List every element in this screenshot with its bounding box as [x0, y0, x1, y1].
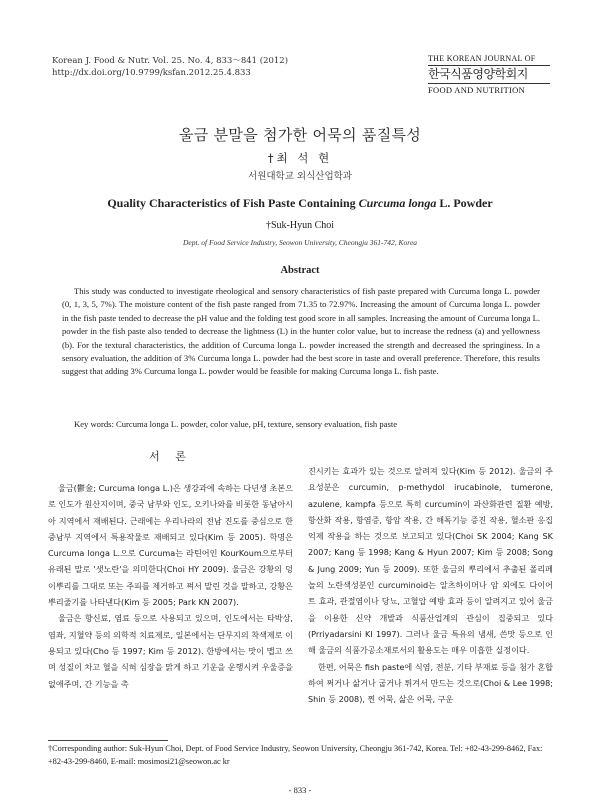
doi-link[interactable]: http://dx.doi.org/10.9799/ksfan.2012.25.4.833 — [52, 68, 251, 78]
footnote-divider — [48, 740, 168, 741]
korean-author: †최 석 현 — [267, 151, 333, 165]
abstract-text: This study was conducted to investigate rheological and sensory characteristics of fish paste prepared with Curcuma longa L. powder (0, 1, 3, 5, 7%). The moisture content of the fish paste ranged from 71.35 to 72.97%. Increasing the amount of Curcuma longa L. powder in the fish paste tended to decrease the pH value and the folding test good score in all samples. Increasing the amount of Curcuma longa L. powder in the fish paste also tended to decrease the lightness (L) in the hunter color value, but to increase the redness (a) and yellowness (b). For the textural characteristics, the addition of Curcuma longa L. powder increased the strength and decreased the springiness. In a sensory evaluation, the addition of 3% Curcuma longa L. powder had the best score in taste and overall preference. Therefore, this results suggest that adding 3% Curcuma longa L. powder would be feasible for making Curcuma longa L. fish paste. — [62, 286, 540, 377]
journal-logo-top: THE KOREAN JOURNAL OF — [428, 54, 536, 63]
body-column-left — [48, 480, 293, 692]
journal-logo — [428, 53, 550, 96]
english-title-suffix: L. Powder — [436, 196, 493, 210]
journal-logo-korean: 한국식품영양학회지 — [428, 67, 528, 81]
body-paragraph: 울금은 향신료, 염료 등으로 사용되고 있으며, 인도에서는 타박상, 염좌, 지혈약 등의 의학적 치료제로, 일본에서는 단무지의 착색제로 이용되고 있다(Cho 등 1997; Kim 등 2012). 한방에서는 맛이 맵고 쓰며 성질이 차고 혈을 식혀 심장을 맑게 하고 기운을 운행시켜 우울증을 없애주며, 간 기능을 촉 — [48, 613, 293, 689]
english-title — [0, 196, 600, 211]
korean-title: 울금 분말을 첨가한 어묵의 품질특성 — [178, 126, 422, 144]
journal-logo-bottom: FOOD AND NUTRITION — [428, 85, 526, 95]
body-paragraph: 진시키는 효과가 있는 것으로 알려져 있다(Kim 등 2012). 울금의 주요성분은 curcumin, p-methydol irucabinole, tumerone, azulene, kampfa 등으로 특히 curcumin이 과산화관련 질환 예방, 항산화 작용, 항염증, 항암 작용, 간 해독기능 증진 작용, 혈소판 응집억제 작용을 하는 것으로 보고되고 있다(Choi SK 2004; Kang SK 2007; Kang 등 1998; Kang & Hyun 2007; Kim 등 2008; Song & Jung 2009; Yun 등 2009). 또한 울금의 뿌리에서 추출된 폴리페놀의 노란색성분인 curcuminoid는 알츠하이머나 암 외에도 다이어트 효과, 관절염이나 당뇨, 고혈압 예방 효과 등이 알려지고 있어 울금을 이용한 신약 개발과 식품산업계의 관심이 집중되고 있다(Prriyadarsini KI 1997). 그러나 울금 특유의 냄새, 쓴맛 등으로 인해 울금의 식품가공소재로서의 활용도는 매우 미흡한 실정이다. — [308, 466, 553, 656]
english-title-prefix: Quality Characteristics of Fish Paste Containing — [107, 196, 359, 210]
body-paragraph: 울금(鬱金; Curcuma longa L.)은 생강과에 속하는 다년생 초본으로 인도가 원산지이며, 중국 남부와 인도, 오키나와를 비롯한 동남아시아 지역에서 재배된다. 근래에는 우리나라의 전남 진도를 중심으로 한 중남부 지역에서 특용작물로 재배되고 있다(Kim 등 2005). 학명은 Curcuma longa L.으로 Curcuma는 라틴어인 KourKoum으로부터 유래된 말로 '샛노란'을 의미한다(Choi HY 2009). 울금은 강황의 덩이뿌리를 그대로 또는 주피를 제거하고 쪄서 말린 것을 말하고, 강황은 뿌리줄기를 나타낸다(Kim 등 2005; Park KN 2007). — [48, 483, 293, 608]
page-number: - 833 - — [288, 785, 312, 795]
corresponding-author-footnote: †Corresponding author: Suk-Hyun Choi, Dept. of Food Service Industry, Seowon University, Cheongju 361-742, Korea. Tel: +82-43-299-8462, Fax: +82-43-299-8460, E-mail: mosimosi21@seowon.ac kr — [48, 744, 543, 766]
journal-reference — [52, 55, 352, 79]
korean-affiliation: 서원대학교 외식산업학과 — [248, 171, 352, 182]
section-heading-introduction: 서 론 — [149, 450, 192, 463]
journal-citation: Korean J. Food & Nutr. Vol. 25. No. 4, 833～841 (2012) — [52, 56, 289, 66]
english-affiliation: Dept. of Food Service Industry, Seowon University, Cheongju 361-742, Korea — [182, 238, 418, 247]
body-paragraph: 한편, 어묵은 fish paste에 식염, 전분, 기타 부재료 등을 첨가 혼합하여 쩌거나 삶거나 굽거나 튀겨서 만드는 것으로(Choi & Lee 1998; Shin 등 2008), 찐 어묵, 삶은 어묵, 구운 — [308, 661, 553, 705]
journal-logo-rule — [428, 65, 550, 66]
english-author: †Suk-Hyun Choi — [265, 220, 335, 231]
keywords: Key words: Curcuma longa L. powder, color value, pH, texture, sensory evaluation, fish paste — [74, 419, 398, 429]
journal-logo-rule-2 — [428, 83, 550, 84]
english-title-species: Curcuma longa — [358, 196, 437, 210]
abstract-heading: Abstract — [280, 265, 320, 276]
body-column-right — [308, 463, 553, 707]
